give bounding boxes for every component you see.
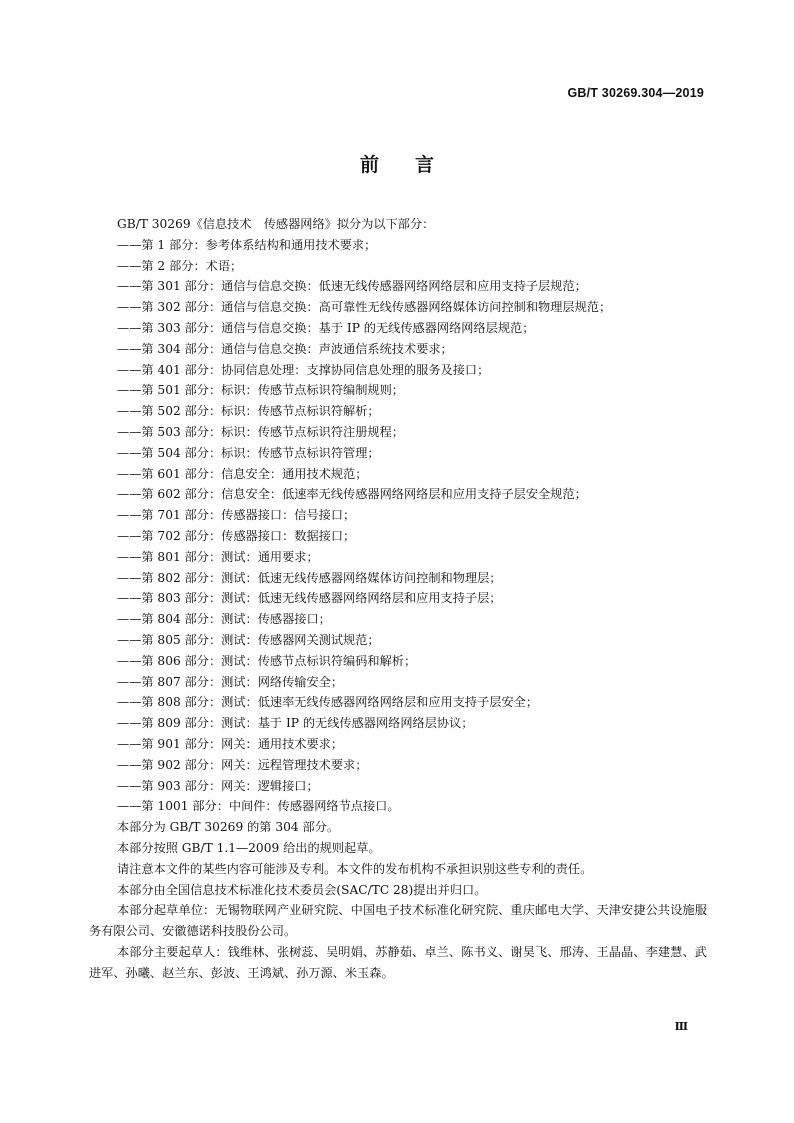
part-list-item: ——第 301 部分：通信与信息交换：低速无线传感器网络网络层和应用支持子层规范；: [117, 279, 587, 294]
part-list-item: ——第 1001 部分：中间件：传感器网络节点接口。: [117, 799, 400, 814]
body-paragraph: 本部分由全国信息技术标准化技术委员会(SAC/TC 28)提出并归口。: [117, 882, 487, 897]
paragraph-list: [89, 817, 707, 983]
part-list-item: ——第 809 部分：测试：基于 IP 的无线传感器网络网络层协议；: [117, 716, 474, 731]
part-list-item: ——第 304 部分：通信与信息交换：声波通信系统技术要求；: [117, 341, 453, 356]
part-list-item: ——第 804 部分：测试：传感器接口；: [117, 612, 331, 627]
part-list-item: ——第 501 部分：标识：传感节点标识符编制规则；: [117, 383, 404, 398]
part-list-item: ——第 1 部分：参考体系结构和通用技术要求；: [117, 237, 377, 252]
page-title: 前言: [359, 154, 470, 176]
page-number: Ⅲ: [674, 1020, 688, 1033]
part-list-item: ——第 702 部分：传感器接口：数据接口；: [117, 528, 356, 543]
part-list-item: ——第 801 部分：测试：通用要求；: [117, 549, 319, 564]
body-paragraph: 本部分起草单位：无锡物联网产业研究院、中国电子技术标准化研究院、重庆邮电大学、天津安捷公共设施服务有限公司、安徽德诺科技股份公司。: [89, 903, 707, 939]
body-paragraph: 请注意本文件的某些内容可能涉及专利。本文件的发布机构不承担识别这些专利的责任。: [117, 861, 593, 876]
part-list-item: ——第 807 部分：测试：网络传输安全；: [117, 674, 344, 689]
part-list-item: ——第 808 部分：测试：低速率无线传感器网络网络层和应用支持子层安全；: [117, 695, 539, 710]
part-list-item: ——第 2 部分：术语；: [117, 258, 243, 273]
part-list-item: ——第 401 部分：协同信息处理：支撑协同信息处理的服务及接口；: [117, 362, 490, 377]
part-list-item: ——第 601 部分：信息安全：通用技术规范；: [117, 466, 368, 481]
part-list-item: ——第 803 部分：测试：低速无线传感器网络网络层和应用支持子层；: [117, 591, 502, 606]
body-paragraph: 本部分主要起草人：钱维林、张树蕊、吴明娟、苏静茹、卓兰、陈书义、谢昊飞、邢涛、王晶晶、李建慧、武进军、孙曦、赵兰东、彭波、王鸿斌、孙万源、米玉森。: [89, 944, 707, 980]
part-list-item: ——第 701 部分：传感器接口：信号接口；: [117, 508, 356, 523]
part-list-item: ——第 602 部分：信息安全：低速率无线传感器网络网络层和应用支持子层安全规范；: [117, 487, 587, 502]
intro-line: GB/T 30269《信息技术 传感器网络》拟分为以下部分：: [117, 217, 435, 231]
parts-list: [89, 235, 707, 817]
part-list-item: ——第 806 部分：测试：传感节点标识符编码和解析；: [117, 653, 417, 668]
body-paragraph: 本部分为 GB/T 30269 的第 304 部分。: [117, 820, 340, 835]
part-list-item: ——第 802 部分：测试：低速无线传感器网络媒体访问控制和物理层；: [117, 570, 502, 585]
part-list-item: ——第 901 部分：网关：通用技术要求；: [117, 736, 344, 751]
body-paragraph: 本部分按照 GB/T 1.1—2009 给出的规则起草。: [117, 840, 381, 855]
standard-number: GB/T 30269.304—2019: [567, 86, 704, 100]
part-list-item: ——第 805 部分：测试：传感器网关测试规范；: [117, 632, 380, 647]
part-list-item: ——第 502 部分：标识：传感节点标识符解析；: [117, 404, 380, 419]
part-list-item: ——第 503 部分：标识：传感节点标识符注册规程；: [117, 424, 404, 439]
document-body: [89, 214, 707, 983]
part-list-item: ——第 303 部分：通信与信息交换：基于 IP 的无线传感器网络网络层规范；: [117, 320, 535, 335]
part-list-item: ——第 903 部分：网关：逻辑接口；: [117, 778, 319, 793]
part-list-item: ——第 504 部分：标识：传感节点标识符管理；: [117, 445, 380, 460]
part-list-item: ——第 902 部分：网关：远程管理技术要求；: [117, 757, 368, 772]
part-list-item: ——第 302 部分：通信与信息交换：高可靠性无线传感器网络媒体访问控制和物理层规范；: [117, 300, 612, 315]
